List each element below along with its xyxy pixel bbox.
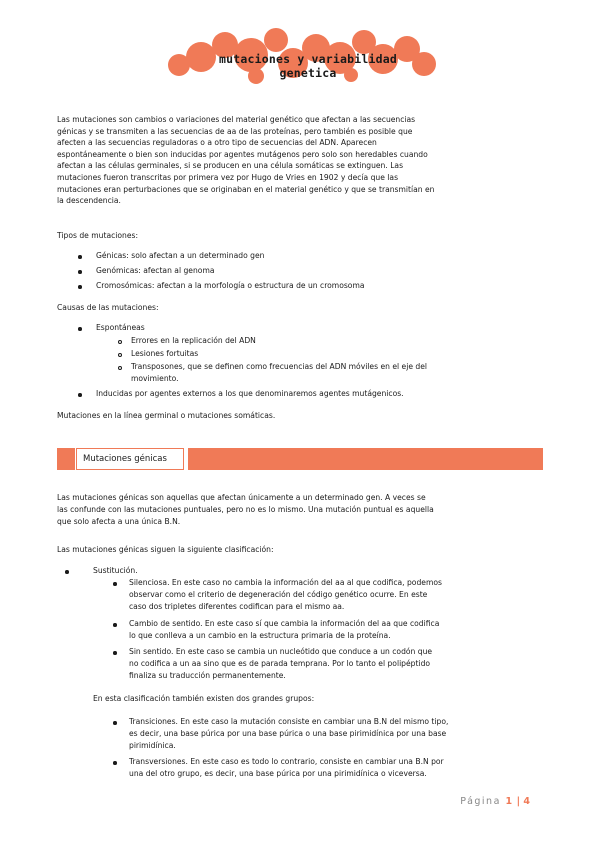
footer-total-pages: 4 xyxy=(523,796,530,807)
germline-text: Mutaciones en la línea germinal o mutaciones somáticas. xyxy=(57,411,276,420)
silent-line: caso dos tripletes diferentes codifican para el mismo aa. xyxy=(129,602,345,611)
intro-line: mutaciones eran perturbaciones que se originaban en el material genético y que se transmitían en xyxy=(57,184,435,194)
intro-line: mutaciones fueron transcritas por primera vez por Hugo de Vries en 1902 y decía que las xyxy=(57,173,399,182)
sub-bullet-icon xyxy=(118,353,122,357)
nonsense-line: Sin sentido. En este caso se cambia un nucleótido que conduce a un codón que xyxy=(129,647,433,656)
causes-sub-item: Errores en la replicación del ADN xyxy=(131,336,256,345)
bullet-icon xyxy=(113,582,117,586)
nonsense-line: finaliza su traducción permanentemente. xyxy=(129,671,286,680)
silent-line: observar como el criterio de degeneración del código genético ocurre. En este xyxy=(129,590,428,599)
transversions-line: Transversiones. En este caso es todo lo contrario, consiste en cambiar una B.N por xyxy=(129,757,444,766)
intro-line: Las mutaciones son cambios o variaciones del material genético que afectan a las secuencias xyxy=(57,115,416,124)
types-item: Génicas: solo afectan a un determinado gen xyxy=(96,251,265,260)
bullet-icon xyxy=(113,623,117,627)
causes-spontaneous: Espontáneas xyxy=(96,323,145,332)
transitions-line: es decir, una base púrica por una base púrica o una base pirimidínica por una base xyxy=(129,729,447,738)
sub-bullet-icon xyxy=(118,366,122,370)
causes-sub-item: Lesiones fortuitas xyxy=(131,349,199,358)
section-band-right xyxy=(188,448,543,470)
bullet-icon xyxy=(113,721,117,725)
section-title: Mutaciones génicas xyxy=(83,454,167,464)
substitution-label: Sustitución. xyxy=(93,566,138,575)
intro-line: la descendencia. xyxy=(57,196,121,206)
bullet-icon xyxy=(78,327,82,331)
missense-line: Cambio de sentido. En este caso sí que cambia la información del aa que codifica xyxy=(129,619,440,628)
section-band-left xyxy=(57,448,75,470)
classification-text: Las mutaciones génicas siguen la siguiente clasificación: xyxy=(57,545,274,554)
bullet-icon xyxy=(78,285,82,289)
missense-line: lo que conlleva a un cambio en la estructura primaria de la proteína. xyxy=(129,631,391,640)
bullet-icon xyxy=(113,761,117,765)
intro-line: génicas y se transmiten a las secuencias de aa de las proteínas, pero también es posible que xyxy=(57,126,413,136)
bullet-icon xyxy=(78,393,82,397)
bullet-icon xyxy=(113,651,117,655)
types-item: Genómicas: afectan al genoma xyxy=(96,266,215,275)
bullet-icon xyxy=(78,270,82,274)
intro-line: espontáneamente o bien son inducidas por agentes mutágenos pero solo son heredables cuando xyxy=(57,149,428,159)
nonsense-line: no codifica a un aa sino que es de parada temprana. Por lo tanto el polipéptido xyxy=(129,659,431,668)
genic-line: las confunde con las mutaciones puntuales, pero no es lo mismo. Una mutación puntual es aquella xyxy=(57,505,434,514)
causes-heading: Causas de las mutaciones: xyxy=(57,303,159,312)
bullet-icon xyxy=(65,570,69,574)
types-heading: Tipos de mutaciones: xyxy=(57,231,139,240)
causes-sub-item: Transposones, que se definen como frecuencias del ADN móviles en el eje del xyxy=(131,362,428,371)
section-heading xyxy=(76,448,184,470)
transitions-line: pirimidínica. xyxy=(129,741,176,750)
transversions-line: una del otro grupo, es decir, una base púrica por una pirimidínica o viceversa. xyxy=(129,769,427,778)
title-banner xyxy=(168,28,440,98)
page-title: mutaciones y variabilidad genetica xyxy=(218,52,398,80)
page-footer: Página 1 | 4 xyxy=(460,796,530,807)
bullet-icon xyxy=(78,255,82,259)
types-item: Cromosómicas: afectan a la morfología o estructura de un cromosoma xyxy=(96,281,365,290)
genic-line: Las mutaciones génicas son aquellas que afectan únicamente a un determinado gen. A veces se xyxy=(57,493,426,502)
causes-sub-item: movimiento. xyxy=(131,374,179,383)
decor-dot-icon xyxy=(264,28,288,52)
genic-line: que solo afecta a una única B.N. xyxy=(57,517,181,526)
silent-line: Silenciosa. En este caso no cambia la información del aa al que codifica, podemos xyxy=(129,578,442,587)
footer-label: Página xyxy=(460,796,501,807)
transitions-line: Transiciones. En este caso la mutación consiste en cambiar una B.N del mismo tipo, xyxy=(129,717,449,726)
footer-current-page: 1 xyxy=(505,796,513,807)
groups-intro: En esta clasificación también existen dos grandes grupos: xyxy=(93,694,315,703)
causes-induced: Inducidas por agentes externos a los que denominaremos agentes mutágenicos. xyxy=(96,389,404,398)
intro-line: afectan a las células germinales, si se producen en una célula somáticas se extinguen. Las xyxy=(57,161,404,171)
sub-bullet-icon xyxy=(118,340,122,344)
intro-line: afecten a las secuencias reguladoras o a otro tipo de secuencias del ADN. Aparecen xyxy=(57,138,377,148)
